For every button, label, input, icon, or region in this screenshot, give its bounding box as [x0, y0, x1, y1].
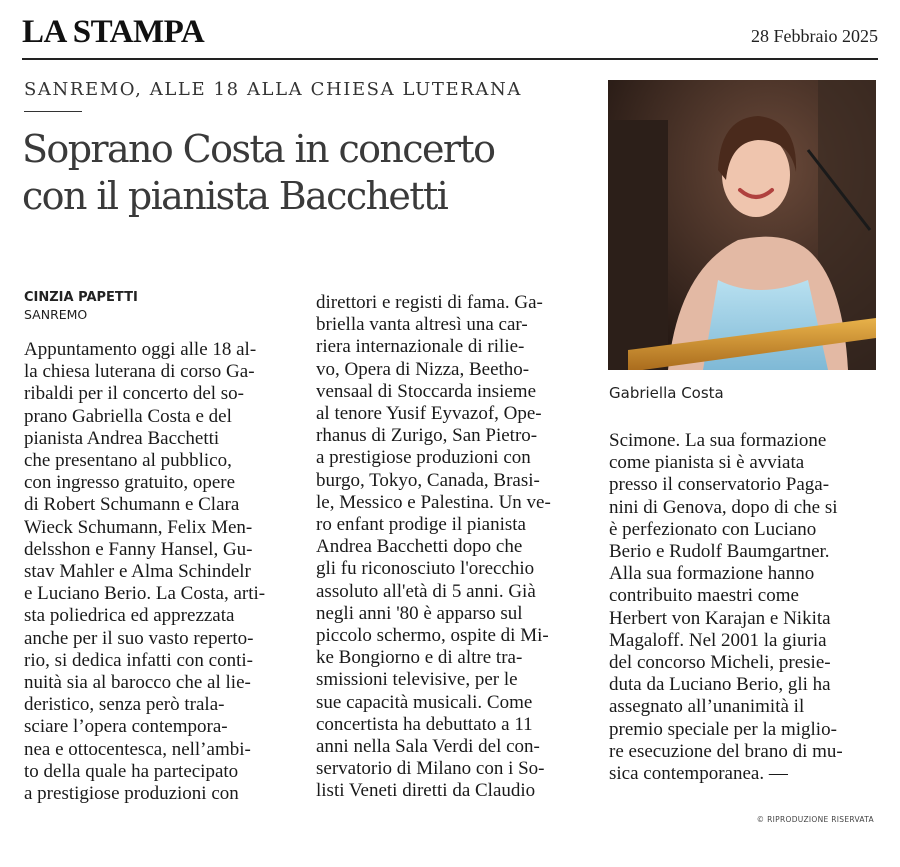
article-column-1: Appuntamento oggi alle 18 al- la chiesa luterana di corso Ga- ribaldi per il concerto del so- prano Gabriella Costa e del pianista Andrea Bacchetti che presentano al pubblico, con ingresso gratuito, opere di Robert Schumann e Clara Wieck Schumann, Felix Men- delsshon e Fanny Hansel, Gu- stav Mahler e Alma Schindelr e Luciano Berio. La Costa, arti- sta poliedrica ed apprezzata anche per il suo vasto reperto- rio, si dedica infatti con conti- nuità sia al barocco che al lie- deristico, senza però trala- sciare l’opera contempora- nea e ottocentesca, nell’ambi- to della quale ha partecipato a prestigiose produzioni con — [24, 339, 266, 805]
article-photo — [608, 80, 876, 370]
article-column-3: Scimone. La sua formazione come pianista si è avviata presso il conservatorio Paga- nini di Genova, dopo di che si è perfezionato con Luciano Berio e Rudolf Baumgartner. Alla sua formazione hanno contribuito maestri come Herbert von Karajan e Nikita Magaloff. Nel 2001 la giuria del concorso Micheli, presie- duta da Luciano Berio, gli ha assegnato all’unanimità il premio speciale per la miglio- re esecuzione del brano di mu- sica contemporanea. — — [609, 430, 843, 785]
headline-line-2: con il pianista Bacchetti — [22, 174, 448, 218]
masthead-rule — [22, 58, 878, 60]
copyright-notice: © RIPRODUZIONE RISERVATA — [756, 815, 874, 824]
photo-caption: Gabriella Costa — [609, 384, 724, 402]
portrait-illustration — [608, 80, 876, 370]
dateline-location: SANREMO — [24, 307, 88, 322]
newspaper-masthead: LA STAMPA — [22, 14, 205, 50]
article-column-2: direttori e registi di fama. Ga- briella vanta altresì una car- riera internazionale di rilie- vo, Opera di Nizza, Beetho- vensaal di Stoccarda insieme al tenore Yusif Eyvazof, Ope- rhanus di Zurigo, San Pietro- a prestigiose produzioni con burgo, Tokyo, Canada, Brasi- le, Messico e Palestina. Un ve- ro enfant prodige il pianista Andrea Bacchetti dopo che gli fu riconosciuto l'orecchio assoluto all'età di 5 anni. Già negli anni '80 è apparso sul piccolo schermo, ospite di Mi- ke Bongiorno e di altre tra- smissioni televisive, per le sue capacità musicali. Come concertista ha debuttato a 11 anni nella Sala Verdi del con- servatorio di Milano con i So- listi Veneti diretti da Claudio — [316, 292, 551, 802]
article-headline — [22, 126, 597, 220]
publication-date: 28 Febbraio 2025 — [751, 26, 878, 46]
author-name: CINZIA PAPETTI — [24, 290, 138, 305]
kicker-rule — [24, 111, 82, 112]
byline — [24, 290, 138, 322]
headline-line-1: Soprano Costa in concerto — [22, 127, 495, 171]
article-kicker: SANREMO, ALLE 18 ALLA CHIESA LUTERANA — [24, 79, 522, 100]
